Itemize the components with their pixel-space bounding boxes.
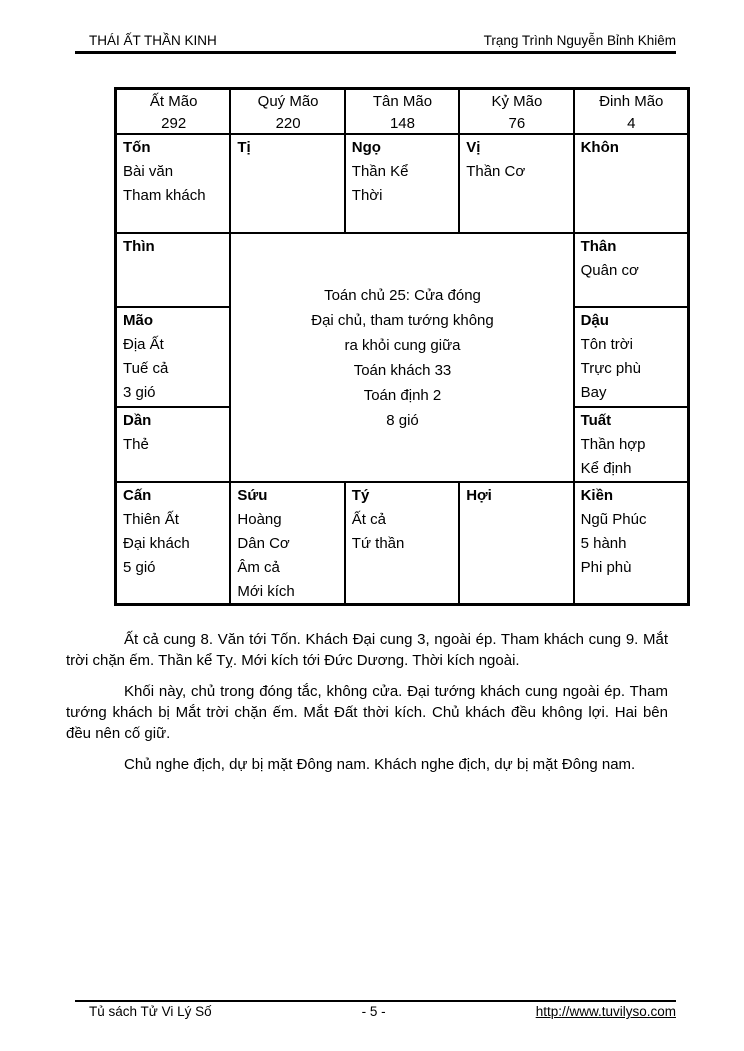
paragraph: Khối này, chủ trong đóng tắc, không cửa. Đại tướng khách cung ngoài ép. Tham tướng khách bị Mắt trời chặn ếm. Mắt Đất thời kích. Chủ khách đều không lợi. Hai bên đều nên cố giữ.	[66, 683, 668, 742]
palace-caption: Tị	[237, 139, 251, 156]
palace-line: Dân Cơ	[237, 535, 290, 552]
year-name: Quý Mão	[257, 93, 319, 110]
palace-caption: Sứu	[237, 487, 268, 504]
paragraph: Chủ nghe địch, dự bị mặt Đông nam. Khách nghe địch, dự bị mặt Đông nam.	[124, 756, 636, 773]
center-summary-cell	[230, 233, 573, 482]
palace-line: Bay	[580, 384, 607, 401]
palace-cell-tuat	[574, 407, 688, 482]
palace-line: Thần Cơ	[466, 163, 526, 180]
header-rule	[75, 51, 676, 54]
palace-line: Âm cả	[237, 559, 280, 576]
palace-cell-ton	[116, 134, 230, 233]
year-value: 148	[389, 115, 415, 132]
year-value: 292	[161, 115, 187, 132]
palace-cell-suu	[230, 482, 344, 604]
year-cell-ky-mao	[459, 89, 573, 134]
footer-series-title: Tủ sách Tử Vi Lý Số	[89, 1004, 212, 1019]
paragraph: Ất cả cung 8. Văn tới Tốn. Khách Đại cung 3, ngoài ép. Tham khách cung 9. Mắt trời chặn ếm. Thần kể Tỵ. Mới kích tới Đức Dương. Thời kích ngoài.	[66, 631, 668, 669]
palace-line: Tôn trời	[580, 336, 633, 353]
document-header	[75, 33, 676, 48]
year-cell-tan-mao	[345, 89, 459, 134]
year-name: Đinh Mão	[599, 93, 664, 110]
palace-caption: Tuất	[580, 412, 612, 429]
palace-caption: Ngọ	[351, 139, 381, 156]
palace-line: Phi phù	[580, 559, 632, 576]
palace-cell-dau	[574, 307, 688, 407]
palace-line: Thiên Ất	[123, 511, 179, 528]
palace-line: Mới kích	[237, 583, 295, 600]
palace-cell-vi	[459, 134, 573, 233]
palace-cell-thin	[116, 233, 230, 307]
palace-caption: Cấn	[123, 487, 152, 504]
palace-line: Tứ thần	[351, 535, 405, 552]
year-name: Kỷ Mão	[491, 93, 543, 110]
palace-line: Quân cơ	[580, 262, 639, 279]
year-value: 4	[627, 115, 636, 132]
palace-cell-kien	[574, 482, 688, 604]
palace-cell-ngo	[345, 134, 459, 233]
page-number: - 5 -	[361, 1004, 386, 1019]
palace-line: Thời	[351, 187, 383, 204]
header-author: Trạng Trình Nguyễn Bỉnh Khiêm	[483, 33, 676, 48]
palace-line: Thần Kể	[351, 163, 409, 180]
palace-cell-mao	[116, 307, 230, 407]
year-cell-at-mao	[116, 89, 230, 134]
palace-caption: Dậu	[580, 312, 609, 329]
palace-line: Địa Ất	[123, 336, 164, 353]
palace-cell-hoi	[459, 482, 573, 604]
palace-line: Kể định	[580, 460, 632, 477]
center-line: Toán khách 33	[353, 362, 452, 379]
year-value: 220	[275, 115, 301, 132]
palace-caption: Mão	[123, 312, 153, 329]
footer-website-link[interactable]: http://www.tuvilyso.com	[535, 1004, 676, 1019]
document-footer	[75, 1004, 676, 1019]
palace-caption: Khôn	[580, 139, 619, 156]
palace-cell-than	[574, 233, 688, 307]
palace-line: Bài văn	[123, 163, 174, 180]
palace-caption: Dần	[123, 412, 152, 429]
palace-cell-khon	[574, 134, 688, 233]
palace-cell-ty	[345, 482, 459, 604]
header-book-title: THÁI ẤT THẦN KINH	[89, 33, 217, 48]
center-line: Đại chủ, tham tướng không	[311, 312, 494, 329]
year-cell-quy-mao	[230, 89, 344, 134]
palace-line: Tham khách	[123, 187, 206, 204]
palace-line: Thẻ	[123, 436, 149, 453]
palace-line: Ất cả	[351, 511, 386, 528]
palace-line: Hoàng	[237, 511, 282, 528]
year-cell-dinh-mao	[574, 89, 688, 134]
palace-line: Đại khách	[123, 535, 190, 552]
palace-caption: Tốn	[123, 139, 151, 156]
thai-at-chart-grid	[114, 87, 690, 606]
palace-cell-can	[116, 482, 230, 604]
palace-cell-ti	[230, 134, 344, 233]
palace-line: 5 hành	[580, 535, 627, 552]
center-line: ra khỏi cung giữa	[344, 337, 461, 354]
palace-line: Ngũ Phúc	[580, 511, 647, 528]
year-name: Ất Mão	[149, 93, 198, 110]
palace-caption: Thân	[580, 238, 617, 255]
center-line: Toán chủ 25: Cửa đóng	[324, 287, 481, 304]
footer-rule	[75, 1000, 676, 1002]
year-name: Tân Mão	[372, 93, 433, 110]
palace-caption: Hợi	[466, 487, 492, 504]
palace-line: 3 gió	[123, 384, 156, 401]
center-line: 8 gió	[386, 412, 419, 429]
palace-caption: Vị	[466, 139, 481, 156]
palace-line: Tuế cả	[123, 360, 169, 377]
palace-caption: Tý	[351, 487, 370, 504]
center-line: Toán định 2	[363, 387, 442, 404]
commentary-text	[66, 629, 668, 785]
palace-caption: Kiền	[580, 487, 614, 504]
year-value: 76	[508, 115, 526, 132]
palace-line: 5 gió	[123, 559, 156, 576]
palace-cell-dan	[116, 407, 230, 482]
palace-caption: Thìn	[123, 238, 155, 255]
palace-line: Thần hợp	[580, 436, 646, 453]
palace-line: Trực phù	[580, 360, 641, 377]
